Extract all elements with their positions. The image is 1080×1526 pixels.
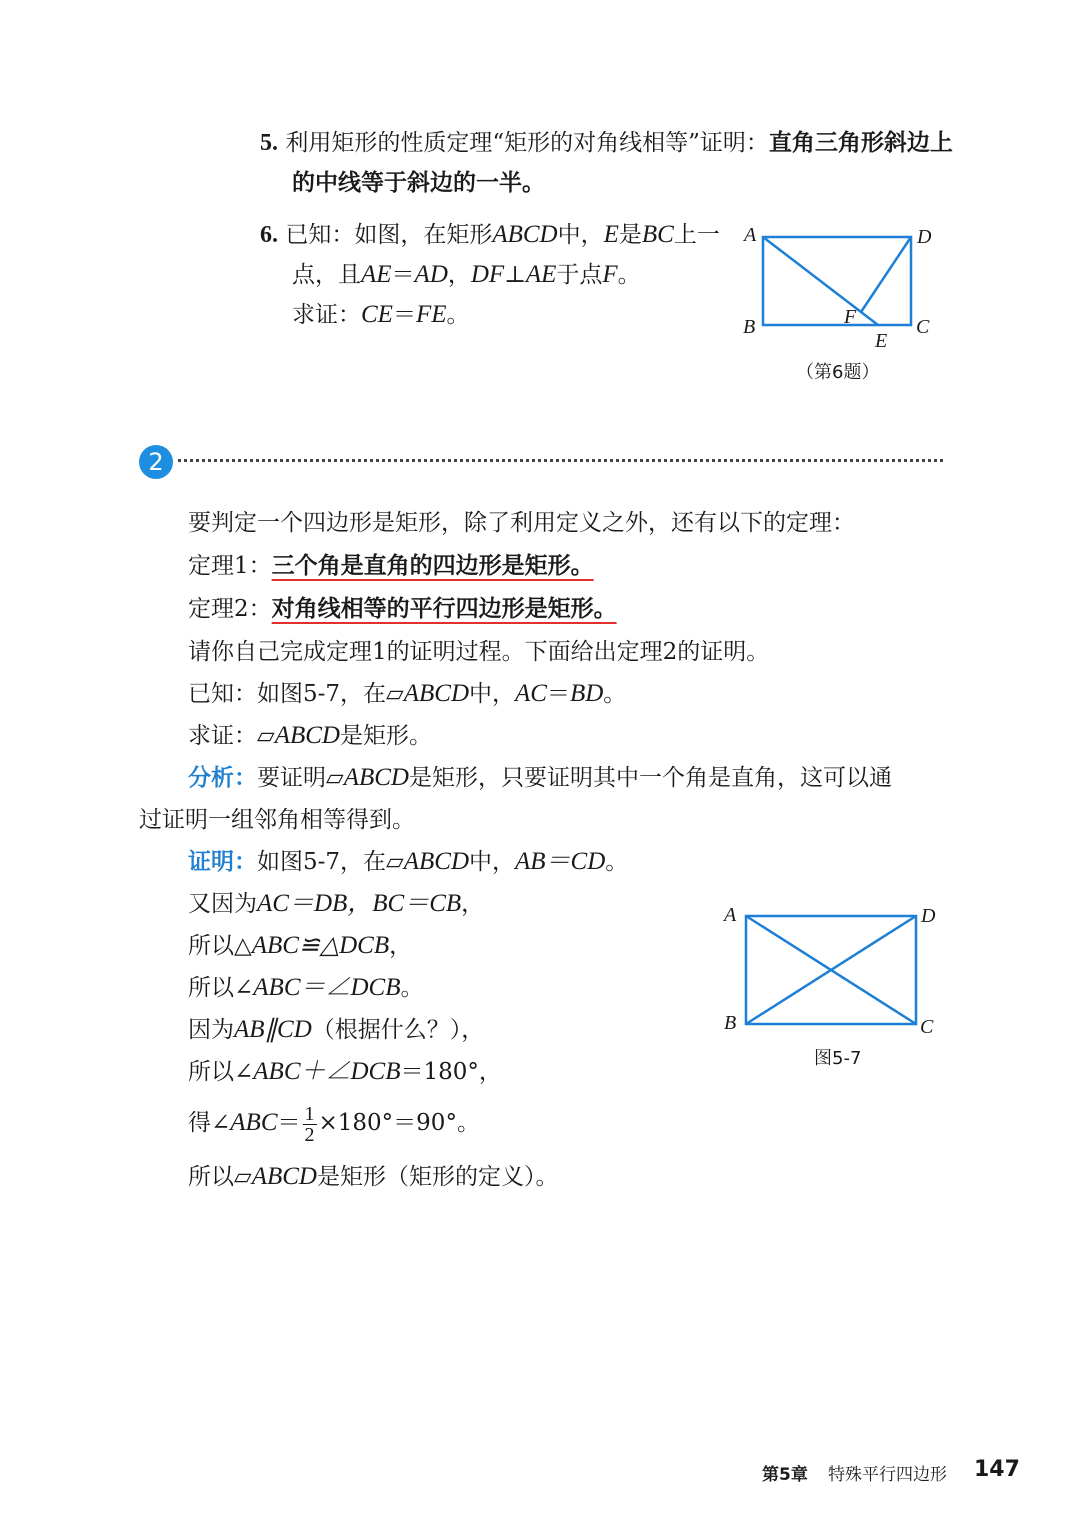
proof-line-1: 证明：如图5-7，在▱ABCD中，AB＝CD。 <box>188 848 629 875</box>
segment-df <box>861 237 911 312</box>
exercise-5-line-2: 的中线等于斜边的一半。 <box>292 169 545 196</box>
exercise-6-figure <box>740 220 940 360</box>
section-line-4: 请你自己完成定理1的证明过程。下面给出定理2的证明。 <box>188 639 770 665</box>
theorem-2: 定理2：对角线相等的平行四边形是矩形。 <box>188 595 617 622</box>
point-label-c: C <box>916 316 930 338</box>
point-label-d: D <box>921 905 936 927</box>
figure-caption: （第6题） <box>796 362 880 383</box>
point-label-e: E <box>875 330 888 352</box>
fraction-one-half: $\frac{1}{2}$ <box>304 1102 315 1146</box>
point-label-c: C <box>920 1016 934 1038</box>
footer-title: 特殊平行四边形 <box>828 1465 947 1485</box>
proof-line-6: 所以∠ABC＋∠DCB＝180°， <box>188 1058 502 1085</box>
proof-line-8: 所以▱ABCD是矩形（矩形的定义）。 <box>188 1163 559 1190</box>
analysis-line-1: 分析：要证明▱ABCD是矩形，只要证明其中一个角是直角，这可以通 <box>188 764 892 791</box>
point-label-a: A <box>724 904 737 926</box>
exercise-number: 6. <box>260 222 278 248</box>
exercise-6-line-2: 点，且AE＝AD，DF⊥AE于点F。 <box>292 261 641 288</box>
figure-caption: 图5-7 <box>814 1048 862 1069</box>
exercise-6-line-1: 6. 已知：如图，在矩形ABCD中，E是BC上一 <box>260 221 720 248</box>
exercise-6-line-3: 求证：CE＝FE。 <box>292 301 470 328</box>
point-label-f: F <box>844 306 857 328</box>
point-label-d: D <box>917 226 932 248</box>
section-divider <box>178 459 943 462</box>
exercise-number: 5. <box>260 130 278 156</box>
prove-line: 求证：▱ABCD是矩形。 <box>188 722 432 749</box>
proof-line-5: 因为AB∥CD（根据什么？）， <box>188 1016 485 1043</box>
section-intro: 要判定一个四边形是矩形，除了利用定义之外，还有以下的定理： <box>188 510 855 536</box>
point-label-a: A <box>744 224 757 246</box>
proof-label: 证明： <box>188 849 257 875</box>
exercise-5-line-1: 5. 利用矩形的性质定理“矩形的对角线相等”证明：直角三角形斜边上 <box>260 129 953 156</box>
section-badge: 2 <box>139 445 173 479</box>
page-number: 147 <box>974 1457 1020 1482</box>
proof-line-2: 又因为AC＝DB，BC＝CB， <box>188 890 485 917</box>
figure-5-7 <box>730 900 940 1040</box>
proof-line-4: 所以∠ABC＝∠DCB。 <box>188 974 424 1001</box>
theorem-1: 定理1：三个角是直角的四边形是矩形。 <box>188 552 594 579</box>
point-label-b: B <box>724 1012 737 1034</box>
proof-line-7: 得∠ABC＝ $\frac{1}{2}$ ×180°＝90°。 <box>188 1102 480 1146</box>
analysis-line-2: 过证明一组邻角相等得到。 <box>139 807 415 833</box>
footer-chapter: 第5章 <box>762 1465 808 1485</box>
known-line: 已知：如图5-7，在▱ABCD中，AC＝BD。 <box>188 680 627 707</box>
rectangle-abcd <box>763 237 911 325</box>
point-label-b: B <box>743 316 756 338</box>
proof-line-3: 所以△ABC≌△DCB， <box>188 932 413 959</box>
analysis-label: 分析： <box>188 765 257 791</box>
